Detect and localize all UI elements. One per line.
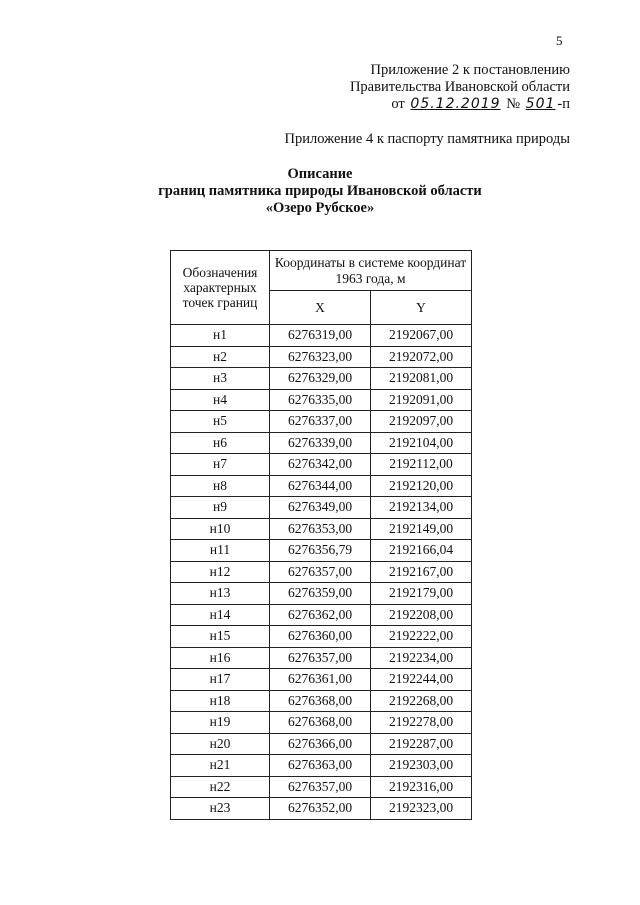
x-header: X [270, 291, 371, 325]
y-cell: 2192112,00 [371, 454, 472, 476]
point-cell: н21 [171, 755, 270, 777]
point-cell: н22 [171, 776, 270, 798]
y-cell: 2192081,00 [371, 368, 472, 390]
y-cell: 2192167,00 [371, 561, 472, 583]
appendix-number: 501 [525, 96, 556, 112]
points-header: Обозначения характерных точек границ [171, 251, 270, 325]
point-cell: н13 [171, 583, 270, 605]
table-row [171, 583, 472, 605]
point-cell: н14 [171, 604, 270, 626]
y-cell: 2192097,00 [371, 411, 472, 433]
y-cell: 2192323,00 [371, 798, 472, 820]
title-line-2: границ памятника природы Ивановской области [158, 183, 482, 199]
table-row [171, 647, 472, 669]
appendix-number-label: № [506, 96, 521, 112]
x-cell: 6276360,00 [270, 626, 371, 648]
appendix-date-line [350, 96, 570, 113]
y-cell: 2192208,00 [371, 604, 472, 626]
x-cell: 6276352,00 [270, 798, 371, 820]
appendix-suffix: -п [557, 96, 570, 112]
table-row [171, 712, 472, 734]
point-cell: н16 [171, 647, 270, 669]
table-row [171, 626, 472, 648]
point-cell: н9 [171, 497, 270, 519]
table-row [171, 669, 472, 691]
y-cell: 2192234,00 [371, 647, 472, 669]
y-cell: 2192316,00 [371, 776, 472, 798]
point-cell: н11 [171, 540, 270, 562]
coordinates-header: Координаты в системе координат 1963 года, м [270, 251, 472, 291]
y-cell: 2192287,00 [371, 733, 472, 755]
y-cell: 2192104,00 [371, 432, 472, 454]
y-cell: 2192067,00 [371, 325, 472, 347]
x-cell: 6276337,00 [270, 411, 371, 433]
y-cell: 2192244,00 [371, 669, 472, 691]
point-cell: н7 [171, 454, 270, 476]
x-cell: 6276356,79 [270, 540, 371, 562]
x-cell: 6276335,00 [270, 389, 371, 411]
title-line-1: Описание [287, 166, 353, 182]
y-cell: 2192268,00 [371, 690, 472, 712]
table-row [171, 690, 472, 712]
x-cell: 6276349,00 [270, 497, 371, 519]
y-cell: 2192222,00 [371, 626, 472, 648]
table-row [171, 432, 472, 454]
x-cell: 6276342,00 [270, 454, 371, 476]
table-row [171, 325, 472, 347]
table-row [171, 497, 472, 519]
table-row [171, 346, 472, 368]
table-row [171, 454, 472, 476]
table-row [171, 368, 472, 390]
y-cell: 2192149,00 [371, 518, 472, 540]
appendix-block [350, 62, 570, 113]
table-row [171, 776, 472, 798]
y-cell: 2192278,00 [371, 712, 472, 734]
table-row [171, 389, 472, 411]
point-cell: н6 [171, 432, 270, 454]
point-cell: н3 [171, 368, 270, 390]
x-cell: 6276357,00 [270, 647, 371, 669]
point-cell: н15 [171, 626, 270, 648]
x-cell: 6276357,00 [270, 561, 371, 583]
table-row [171, 561, 472, 583]
table-row [171, 540, 472, 562]
x-cell: 6276329,00 [270, 368, 371, 390]
x-cell: 6276362,00 [270, 604, 371, 626]
table-row [171, 411, 472, 433]
x-cell: 6276353,00 [270, 518, 371, 540]
appendix-line-2: Правительства Ивановской области [349, 79, 570, 95]
y-cell: 2192303,00 [371, 755, 472, 777]
y-cell: 2192072,00 [371, 346, 472, 368]
x-cell: 6276361,00 [270, 669, 371, 691]
point-cell: н10 [171, 518, 270, 540]
passport-appendix: Приложение 4 к паспорту памятника природы [284, 131, 570, 147]
point-cell: н12 [171, 561, 270, 583]
x-cell: 6276366,00 [270, 733, 371, 755]
appendix-date: 05.12.2019 [410, 96, 501, 112]
y-cell: 2192166,04 [371, 540, 472, 562]
point-cell: н18 [171, 690, 270, 712]
point-cell: н20 [171, 733, 270, 755]
document-title [150, 166, 490, 217]
point-cell: н5 [171, 411, 270, 433]
page-number: 5 [556, 33, 563, 48]
y-cell: 2192134,00 [371, 497, 472, 519]
x-cell: 6276359,00 [270, 583, 371, 605]
point-cell: н8 [171, 475, 270, 497]
table-row [171, 604, 472, 626]
point-cell: н17 [171, 669, 270, 691]
point-cell: н19 [171, 712, 270, 734]
point-cell: н1 [171, 325, 270, 347]
x-cell: 6276368,00 [270, 712, 371, 734]
y-cell: 2192120,00 [371, 475, 472, 497]
y-cell: 2192091,00 [371, 389, 472, 411]
x-cell: 6276357,00 [270, 776, 371, 798]
table-row [171, 475, 472, 497]
x-cell: 6276344,00 [270, 475, 371, 497]
y-cell: 2192179,00 [371, 583, 472, 605]
x-cell: 6276323,00 [270, 346, 371, 368]
table-row [171, 518, 472, 540]
y-header: Y [371, 291, 472, 325]
x-cell: 6276319,00 [270, 325, 371, 347]
point-cell: н2 [171, 346, 270, 368]
title-line-3: «Озеро Рубское» [265, 200, 375, 216]
x-cell: 6276363,00 [270, 755, 371, 777]
table-row [171, 798, 472, 820]
point-cell: н23 [171, 798, 270, 820]
table-row [171, 755, 472, 777]
coordinates-table [170, 250, 472, 820]
x-cell: 6276339,00 [270, 432, 371, 454]
table-row [171, 733, 472, 755]
table-body [171, 325, 472, 820]
point-cell: н4 [171, 389, 270, 411]
appendix-line-1: Приложение 2 к постановлению [370, 62, 570, 78]
appendix-from-label: от [391, 96, 405, 112]
x-cell: 6276368,00 [270, 690, 371, 712]
